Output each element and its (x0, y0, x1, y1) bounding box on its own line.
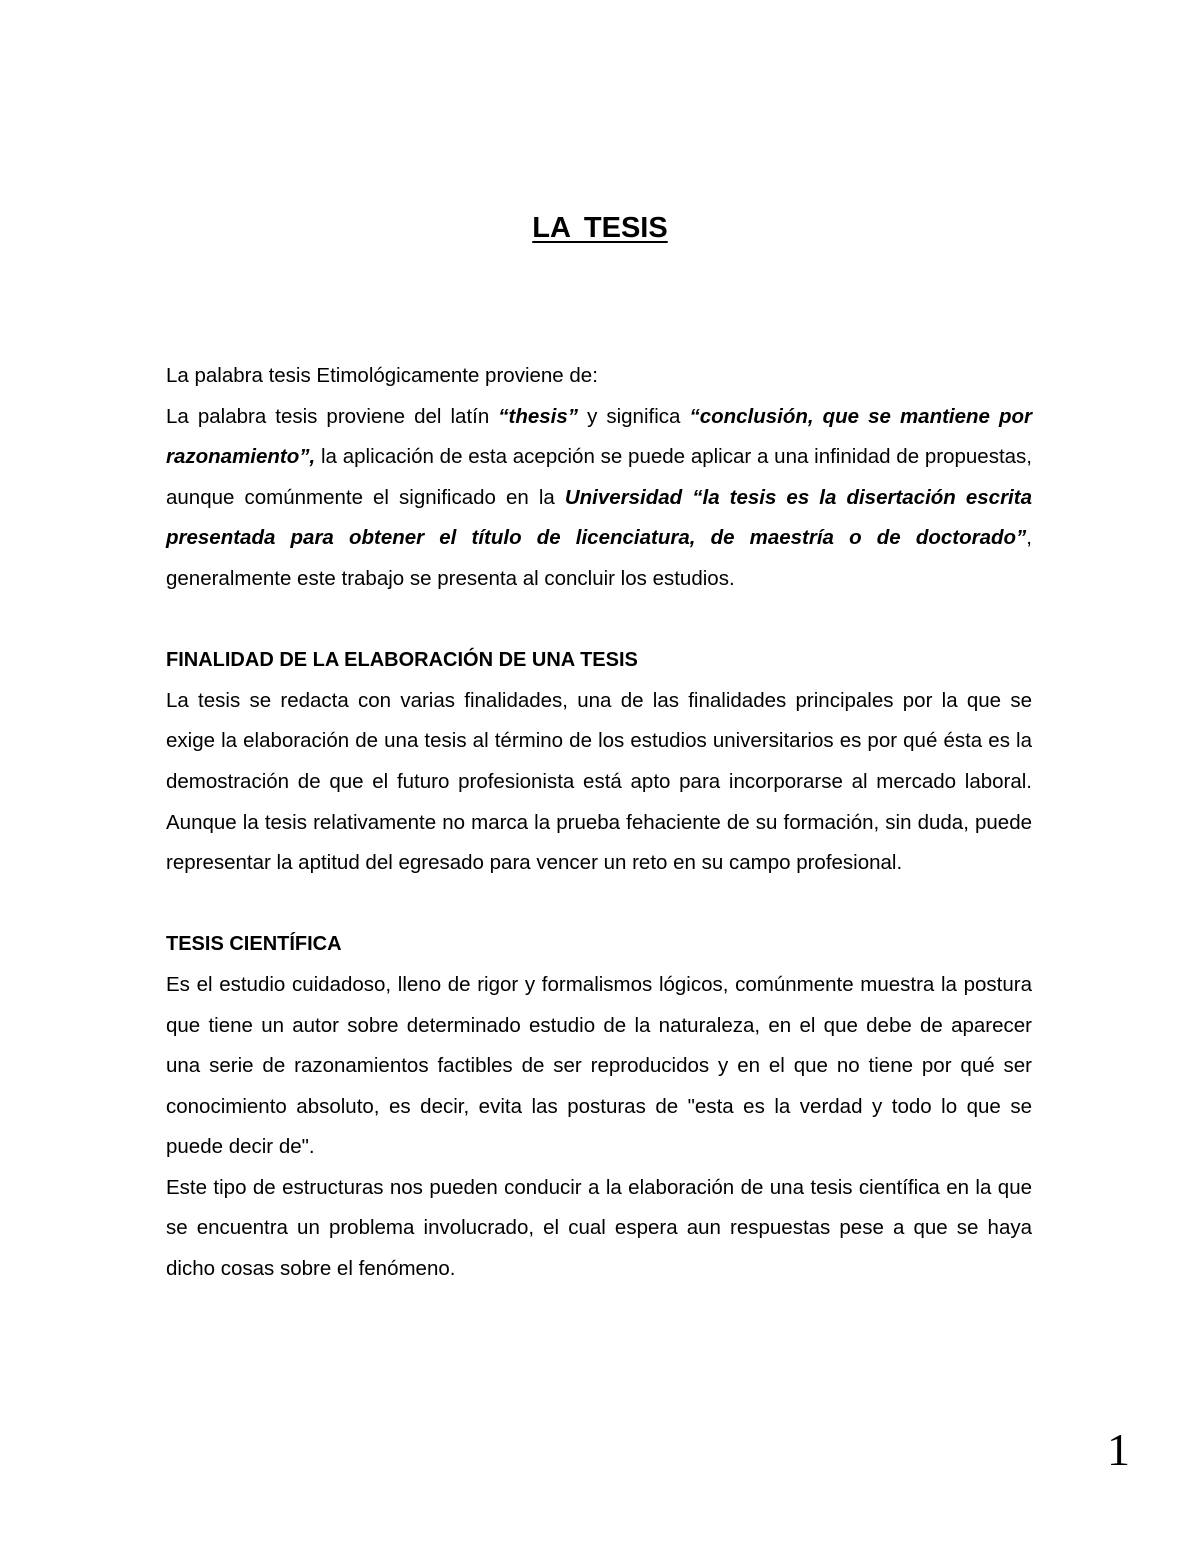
section-heading-tesis-cientifica: TESIS CIENTÍFICA (166, 933, 342, 956)
page-number: 1 (1107, 1424, 1130, 1475)
section-heading-finalidad: FINALIDAD DE LA ELABORACIÓN DE UNA TESIS (166, 649, 638, 672)
paragraph-etymology (166, 397, 1032, 600)
paragraph-etymology-definition: Universidad “la tesis es la disertación escrita presentada para obtener el título de licenciatura, de maestría o de doctorado” (166, 485, 1032, 550)
paragraph-finalidad: La tesis se redacta con varias finalidades, una de las finalidades principales por la que se exige la elaboración de una tesis al término de los estudios universitarios es por qué ésta es la demostración de que el futuro profesionista está apto para incorporarse al mercado laboral. Aunque la tesis relativamente no marca la prueba fehaciente de su formación, sin duda, puede representar la aptitud del egresado para vencer un reto en su campo profesional. (166, 688, 1032, 875)
paragraph-etymology-text-2: y significa (578, 404, 690, 428)
paragraph-etymology-latin-term: “thesis” (498, 404, 579, 428)
paragraph-etymology-text-1: La palabra tesis proviene del latín (166, 404, 499, 428)
spacer (166, 600, 1032, 641)
paragraph-etymology-text-4: , generalmente este trabajo se presenta al concluir los estudios. (166, 526, 1032, 590)
spacer (166, 884, 1032, 925)
document-body (166, 356, 1032, 1290)
intro-line: La palabra tesis Etimológicamente proviene de: (166, 364, 598, 387)
paragraph-etymology-text-3: la aplicación de esta acepción se puede aplicar a una infinidad de propuestas, aunque comúnmente el significado en la (166, 445, 1032, 509)
page-title-text: LA TESIS (532, 212, 668, 244)
paragraph-etymology-meaning: “conclusión, que se mantiene por razonamiento”, (166, 404, 1033, 469)
paragraph-tesis-cientifica-1: Es el estudio cuidadoso, lleno de rigor y formalismos lógicos, comúnmente muestra la postura que tiene un autor sobre determinado estudio de la naturaleza, en el que debe de aparecer una serie de razonamientos factibles de ser reproducidos y en el que no tiene por qué ser conocimiento absoluto, es decir, evita las posturas de "esta es la verdad y todo lo que se puede decir de". (166, 972, 1032, 1159)
paragraph-tesis-cientifica-2: Este tipo de estructuras nos pueden conducir a la elaboración de una tesis científica en la que se encuentra un problema involucrado, el cual espera aun respuestas pese a que se haya dicho cosas sobre el fenómeno. (166, 1175, 1032, 1281)
page-title (0, 212, 1200, 245)
